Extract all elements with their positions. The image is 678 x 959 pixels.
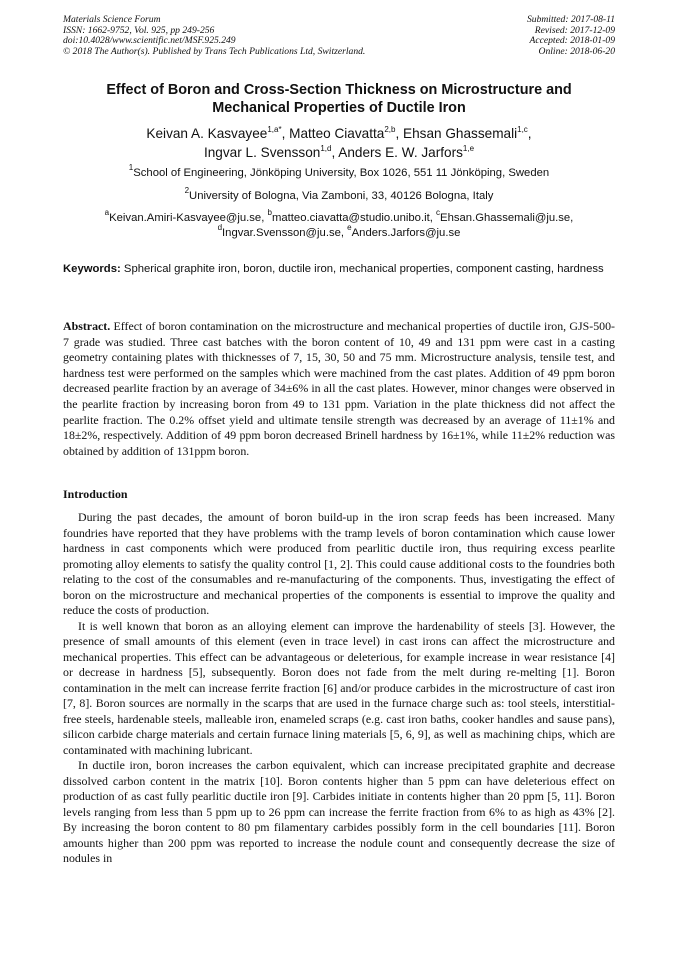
author-superscript: 1,e [462,143,475,153]
author-name: Ehsan Ghassemali [403,126,518,141]
author-separator: , [395,126,404,141]
title-line-1: Effect of Boron and Cross-Section Thickness on Microstructure and [106,82,572,98]
journal-doi: doi:10.4028/www.scientific.net/MSF.925.249 [63,35,236,47]
keywords-text: Spherical graphite iron, boron, ductile iron, mechanical properties, component casting, hardness [120,263,604,275]
journal-name: Materials Science Forum [63,14,161,25]
journal-header [63,15,615,57]
abstract-label: Abstract. [63,319,111,333]
affiliation-superscript: 2 [184,186,190,195]
affiliation-text: University of Bologna, Via Zamboni, 33, 40126 Bologna, Italy [189,190,494,202]
affiliation-2 [63,186,615,204]
abstract [63,319,615,459]
paragraph: It is well known that boron as an alloying element can improve the hardenability of steels [3]. However, the presence of small amounts of this element (even in trace level) in cast irons can affect the microstructure and mechanical properties. This effect can be advantageous or deleterious, for example increase in wear resistance [4] or decrease in hardness [5], subsequently. Boron does not fade from the melt during re-melting [1]. Boron contamination in the melt can increase ferrite fraction [6] and/or produce carbides in the microstructure of cast iron [7, 8]. Boron sources are normally in the scarps that are used in the furnace charge such as: tool steels, interstitial-free steels, hardenable steels, malleable iron, enameled scraps (e.g. cast iron baths, cooker handles and sause pans), silicon carbide charge materials and certain furnace lining materials [5, 6, 9], as well as machining chips, which are contaminated with machining lubricant. [63,618,615,757]
paragraph: During the past decades, the amount of boron build-up in the iron scrap feeds has been increased. Many foundries have reported that they have problems with the tramp levels of boron contamination which cause lower hardness in cast components which were produced from pearlitic ductile iron, thus requiring excess pearlite promoting alloy elements to satisfy the quality control [1, 2]. This could cause additional costs to the foundries both relating to the cost of the consumables and re-manufacturing of the components. Thus, investigating the effect of boron on the microstructure and mechanical properties of the components is essential to improve the quality and reduce the costs of production. [63,510,615,617]
email-address: matteo.ciavatta@studio.unibo.it, [271,212,437,224]
paragraph: In ductile iron, boron increases the carbon equivalent, which can increase precipitated graphite and decrease dissolved carbon content in the matrix [10]. Boron contents higher than 5 ppm can have deleterious effect on production of as cast fully pearlitic ductile iron [9]. Carbides initiate in contents higher than 20 ppm [5, 11]. Boron levels ranging from less than 5 ppm up to 26 ppm can increase the ferrite fraction from 6% to as high as 43% [2]. By increasing the boron content to 80 pm filamentary carbides possibly form in the cell boundaries [11]. Boron amounts higher than 200 ppm was reported to increase the nodule count and consequently decrease the size of nodules in [63,758,615,865]
author-superscript: 2,b [384,125,396,134]
affiliation-text: School of Engineering, Jönköping University, Box 1026, 551 11 Jönköping, Sweden [133,167,550,179]
author-name: Matteo Ciavatta [289,126,385,141]
introduction-body [63,510,615,867]
keywords-label: Keywords: [63,263,121,275]
email-superscript: a [104,208,110,217]
author-name: Keivan A. Kasvayee [146,126,268,141]
email-address: Ingvar.Svensson@ju.se, [222,226,348,239]
email-superscript: e [347,222,352,232]
journal-copyright: © 2018 The Author(s). Published by Trans Tech Publications Ltd, Switzerland. [63,45,366,57]
author-emails [63,208,615,240]
journal-issn: ISSN: 1662-9752, Vol. 925, pp 249-256 [63,24,215,36]
author-superscript: 1,c [517,125,528,134]
title-line-2: Mechanical Properties of Ductile Iron [212,100,466,116]
email-superscript: c [436,208,441,217]
keywords [63,262,615,277]
author-superscript: 1,a* [267,125,282,134]
submission-dates [527,15,615,57]
online-date: Online: 2018-06-20 [538,45,615,57]
author-superscript: 1,d [320,143,332,153]
author-name: Ingvar L. Svensson [203,144,321,160]
affiliation-superscript: 1 [128,163,134,172]
journal-info [63,15,365,57]
affiliation-1 [63,163,615,181]
email-address: Ehsan.Ghassemali@ju.se, [440,212,574,224]
email-address: Keivan.Amiri-Kasvayee@ju.se, [109,212,268,224]
abstract-text: Effect of boron contamination on the microstructure and mechanical properties of ductile iron, GJS-500-7 grade was studied. Three cast batches with the boron content of 10, 49 and 131 ppm were cast in a casting geometry containing plates with thicknesses of 7, 15, 30, 50 and 75 mm. Microstructure analysis, tensile test, and hardness test were performed on the samples which were machined from the cast plates. Addition of 49 ppm boron decreased pearlite fraction by an average of 34±6% in all the cast plates. However, minor changes were observed in the pearlite fraction by increasing boron from 49 to 131 ppm. Variation in the plate thickness did not affect the pearlite fraction. The 0.2% offset yield and ultimate tensile strength was decreased by an average of 11±1% and 18±2%, respectively. Addition of 49 ppm boron decreased Brinell hardness by 16±1%, while 11±2% reduction was obtained by addition of 131ppm boron. [63,319,615,458]
email-superscript: b [267,208,272,217]
revised-date: Revised: 2017-12-09 [534,24,615,36]
submitted-date: Submitted: 2017-08-11 [526,14,615,25]
section-heading-introduction: Introduction [63,487,128,501]
email-address: Anders.Jarfors@ju.se [351,226,461,239]
author-separator: , [281,126,290,141]
accepted-date: Accepted: 2018-01-09 [529,35,615,47]
author-separator: , [527,126,532,141]
author-name: Anders E. W. Jarfors [338,144,463,160]
email-superscript: d [217,222,223,232]
author-list [63,125,615,162]
author-separator: , [331,144,339,160]
paper-title [63,81,615,117]
